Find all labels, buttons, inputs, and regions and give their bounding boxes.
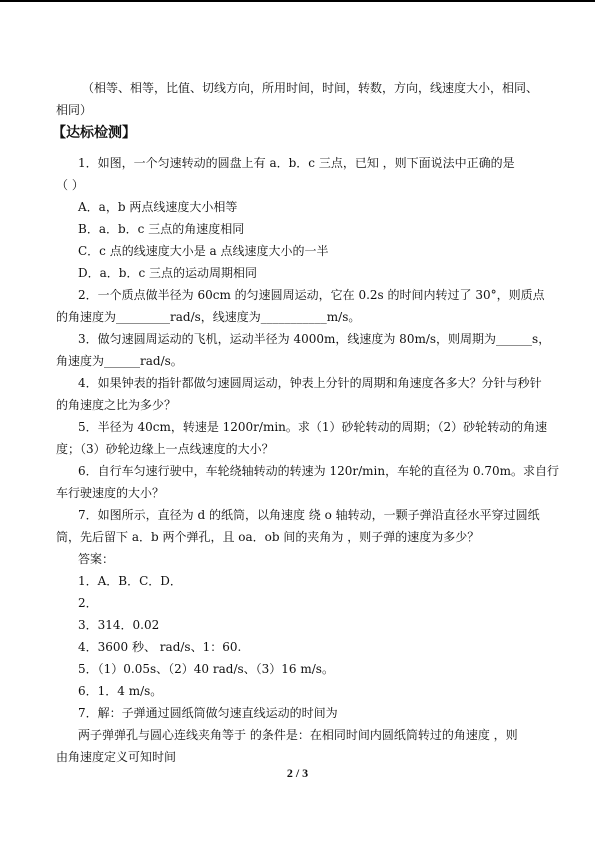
q7-line-1: 7．如图所示，直径为 d 的纸筒，以角速度 绕 o 轴转动，一颗子弹沿直径水平穿过圆纸 <box>78 508 540 522</box>
answers-label: 答案： <box>78 552 115 566</box>
answer-1: 1．A．B．C．D． <box>78 574 182 588</box>
q5-line-1: 5．半径为 40cm，转速是 1200r/min。求（1）砂轮转动的周期；（2）砂轮转动的角速 <box>78 420 548 434</box>
q2-line-2: 的角速度为_________rad/s，线速度为___________m/s。 <box>56 310 361 324</box>
answer-4: 4．3600 秒、 rad/s、1：60. <box>78 640 242 654</box>
answer-7-line-1: 7．解：子弹通过圆纸筒做匀速直线运动的时间为 <box>78 706 338 720</box>
intro-line-1: （相等、相等，比值、切线方向，所用时间，时间，转数，方向，线速度大小，相同、 <box>82 81 539 95</box>
q4-line-1: 4．如果钟表的指针都做匀速圆周运动，钟表上分针的周期和角速度各多大？分针与秒针 <box>78 376 542 390</box>
answer-5: 5．（1）0.05s、（2）40 rad/s、（3）16 m/s。 <box>78 662 334 676</box>
q1-option-d: D．a．b．c 三点的运动周期相同 <box>78 266 257 280</box>
page-number: 2 / 3 <box>286 766 309 780</box>
q1-option-b: B．a．b．c 三点的角速度相同 <box>78 222 245 236</box>
q1-option-a: A．a，b 两点线速度大小相等 <box>78 200 238 214</box>
answer-2: 2． <box>78 596 98 610</box>
intro-line-2: 相同） <box>56 103 93 117</box>
answer-7-line-2: 两子弹弹孔与圆心连线夹角等于 的条件是：在相同时间内圆纸筒转过的角速度 ，则 <box>78 728 518 742</box>
section-title: 【达标检测】 <box>52 125 136 141</box>
answer-6: 6．1．4 m/s。 <box>78 684 163 698</box>
q4-line-2: 的角速度之比为多少？ <box>56 398 177 412</box>
header-rule <box>0 0 595 2</box>
q1-option-c: C．c 点的线速度大小是 a 点线速度大小的一半 <box>78 244 329 258</box>
q7-line-2: 筒，先后留下 a．b 两个弹孔，且 oa．ob 间的夹角为 ，则子弹的速度为多少？ <box>56 530 480 544</box>
q6-line-2: 车行驶速度的大小？ <box>56 486 165 500</box>
q1-line-2: （ ） <box>56 178 84 192</box>
q6-line-1: 6．自行车匀速行驶中，车轮绕轴转动的转速为 120r/min，车轮的直径为 0.70m。求自行 <box>78 464 559 478</box>
q5-line-2: 度；（3）砂轮边缘上一点线速度的大小？ <box>56 442 274 456</box>
q3-line-1: 3．做匀速圆周运动的飞机，运动半径为 4000m，线速度为 80m/s，则周期为______s， <box>78 332 551 346</box>
q1-line-1: 1．如图，一个匀速转动的圆盘上有 a．b．c 三点，已知 ，则下面说法中正确的是 <box>78 156 515 170</box>
q2-line-1: 2．一个质点做半径为 60cm 的匀速圆周运动，它在 0.2s 的时间内转过了 30°，则质点 <box>78 288 545 302</box>
answer-3: 3．314．0.02 <box>78 618 160 632</box>
q3-line-2: 角速度为______rad/s。 <box>56 354 183 368</box>
answer-7-line-3: 由角速度定义可知时间 <box>56 750 177 764</box>
